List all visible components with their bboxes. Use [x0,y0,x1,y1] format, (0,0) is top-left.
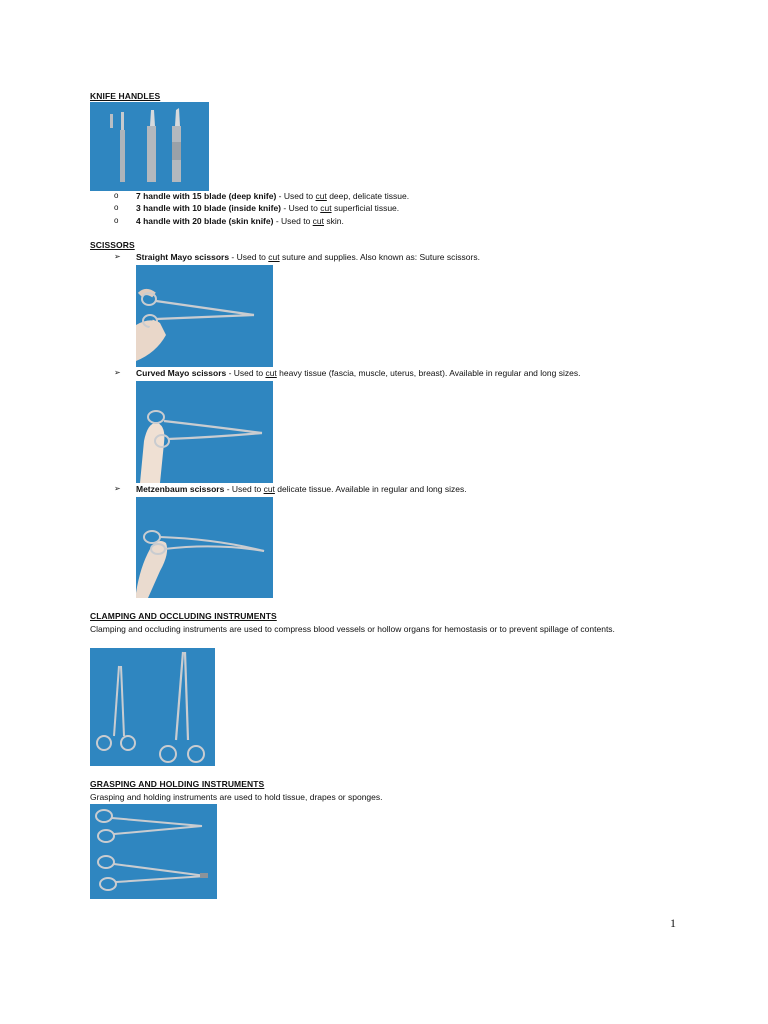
item-name: Straight Mayo scissors [136,252,230,262]
section-heading-knife-handles: KNIFE HANDLES [90,91,161,101]
page-number: 1 [670,916,676,930]
item-text: deep, delicate tissue. [326,191,410,201]
knife-item-4-handle [136,216,344,226]
item-name: Curved Mayo scissors [136,368,227,378]
item-text: - Used to [224,484,264,494]
item-keyword: cut [320,203,332,213]
section-heading-scissors: SCISSORS [90,240,135,250]
item-text: suture and supplies. Also known as: Suture scissors. [279,252,480,262]
knife-handles-photo [90,102,209,191]
item-text: - Used to [226,368,266,378]
grasping-description: Grasping and holding instruments are used to hold tissue, drapes or sponges. [90,792,383,802]
item-text: - Used to [229,252,269,262]
scissors-item-metzenbaum [136,484,467,494]
item-text: superficial tissue. [331,203,400,213]
item-text: - Used to [276,191,316,201]
bullet-marker: o [114,203,119,212]
scissors-item-curved-mayo [136,368,580,378]
item-keyword: cut [268,252,280,262]
knife-item-3-handle [136,203,399,213]
clamps-photo [90,648,215,766]
clamping-description: Clamping and occluding instruments are used to compress blood vessels or hollow organs for hemostasis or to prevent spillage of contents. [90,624,615,634]
curved-mayo-photo [136,381,273,483]
scissors-item-straight-mayo [136,252,480,262]
bullet-marker: o [114,216,119,225]
item-keyword: cut [265,368,277,378]
item-text: delicate tissue. Available in regular and long sizes. [274,484,467,494]
item-text: - Used to [273,216,313,226]
item-text: skin. [324,216,344,226]
arrow-bullet-icon: ➢ [114,484,121,493]
item-name: 4 handle with 20 blade (skin knife) [136,216,274,226]
item-name: 3 handle with 10 blade (inside knife) [136,203,282,213]
arrow-bullet-icon: ➢ [114,368,121,377]
straight-mayo-photo [136,265,273,367]
knife-item-7-handle [136,191,409,201]
metzenbaum-photo [136,497,273,598]
graspers-photo [90,804,217,899]
item-text: heavy tissue (fascia, muscle, uterus, breast). Available in regular and long sizes. [276,368,581,378]
item-keyword: cut [312,216,325,226]
section-heading-clamping: CLAMPING AND OCCLUDING INSTRUMENTS [90,611,277,621]
item-keyword: cut [263,484,275,494]
section-heading-grasping: GRASPING AND HOLDING INSTRUMENTS [90,779,265,789]
arrow-bullet-icon: ➢ [114,252,121,261]
item-name: 7 handle with 15 blade (deep knife) [136,191,277,201]
item-keyword: cut [315,191,327,201]
item-name: Metzenbaum scissors [136,484,225,494]
bullet-marker: o [114,191,119,200]
item-text: - Used to [281,203,321,213]
